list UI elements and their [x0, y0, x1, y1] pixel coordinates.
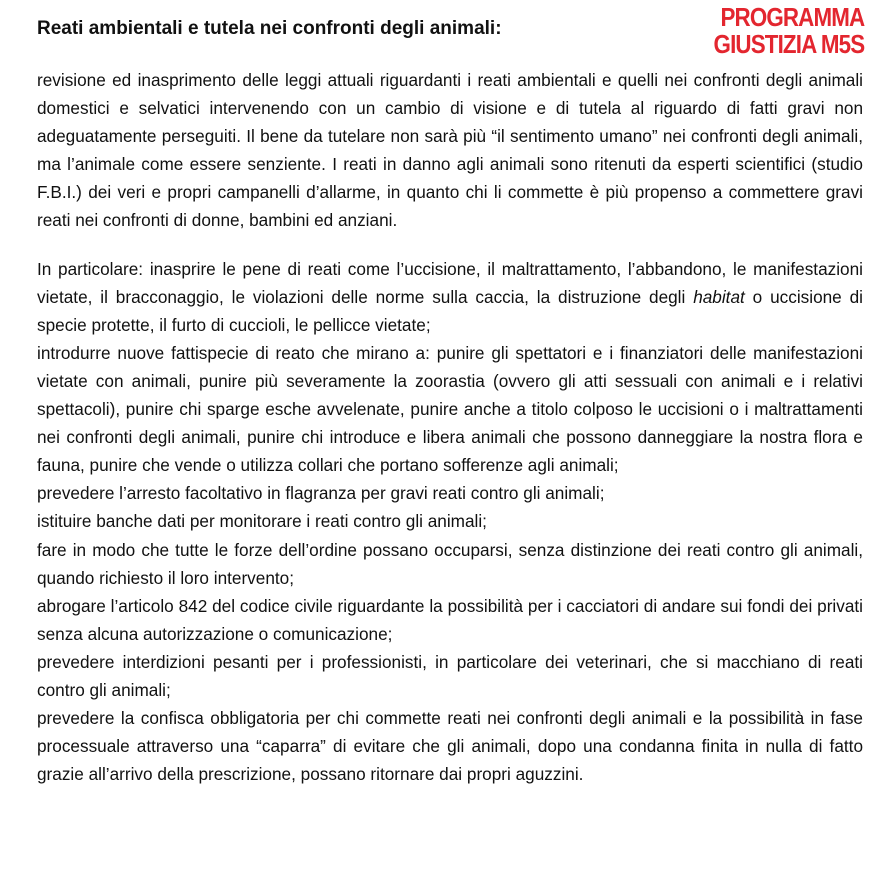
document-heading: Reati ambientali e tutela nei confronti degli animali: [37, 18, 502, 39]
item-police-forces: fare in modo che tutte le forze dell’ordine possano occuparsi, senza distinzione dei reati contro gli animali, quando richiesto il loro intervento; [37, 539, 863, 588]
paragraph-spacer [37, 235, 863, 255]
document-body [37, 66, 863, 788]
logo-line-2: GIUSTIZIA M5S [713, 29, 864, 59]
item-databases: istituire banche dati per monitorare i reati contro gli animali; [37, 511, 487, 532]
item-penalties-text-2: o uccisione di specie protette, il furto di cuccioli, le pellicce vietate; [37, 286, 863, 335]
item-arrest: prevedere l’arresto facoltativo in flagranza per gravi reati contro gli animali; [37, 483, 605, 504]
item-confiscation: prevedere la confisca obbligatoria per chi commette reati nei confronti degli animali e la possibilità in fase processuale attraverso una “caparra” di evitare che gli animali, dopo una condanna finita in nulla di fatto grazie all’arrivo della prescrizione, possano ritornare dai propri aguzzini. [37, 708, 863, 785]
item-penalties [37, 255, 863, 339]
habitat-italic: habitat [693, 286, 745, 307]
item-repeal-article-842: abrogare l’articolo 842 del codice civile riguardante la possibilità per i cacciatori di andare sui fondi dei privati senza alcuna autorizzazione o comunicazione; [37, 595, 863, 644]
item-penalties-text-1: In particolare: inasprire le pene di reati come l’uccisione, il maltrattamento, l’abbandono, le manifestazioni vietate, il bracconaggio, le violazioni delle norme sulla caccia, la distruzione degli [37, 258, 863, 307]
programma-giustizia-m5s-logo [713, 4, 864, 58]
item-new-offences: introdurre nuove fattispecie di reato che mirano a: punire gli spettatori e i finanziatori delle manifestazioni vietate con animali, punire più severamente la zoorastia (ovvero gli atti sessuali con animali e i relativi spettacoli), punire chi sparge esche avvelenate, punire anche a titolo colposo le uccisioni o i maltrattamenti nei confronti degli animali, punire chi introduce e libera animali che possono danneggiare la nostra flora e fauna, punire che vende o utilizza collari che portano sofferenze agli animali; [37, 342, 863, 476]
item-interdictions: prevedere interdizioni pesanti per i professionisti, in particolare dei veterinari, che si macchiano di reati contro gli animali; [37, 651, 863, 700]
intro-paragraph: revisione ed inasprimento delle leggi attuali riguardanti i reati ambientali e quelli nei confronti degli animali domestici e selvatici intervenendo con un cambio di visione e di tutela al riguardo di fatti gravi non adeguatamente perseguiti. Il bene da tutelare non sarà più “il sentimento umano” nei confronti degli animali, ma l’animale come essere senziente. I reati in danno agli animali sono ritenuti da esperti scientifici (studio F.B.I.) dei veri e propri campanelli d’allarme, in quanto chi li commette è più propenso a commettere gravi reati nei confronti di donne, bambini ed anziani. [37, 70, 863, 231]
logo-line-1: PROGRAMMA [720, 2, 864, 32]
